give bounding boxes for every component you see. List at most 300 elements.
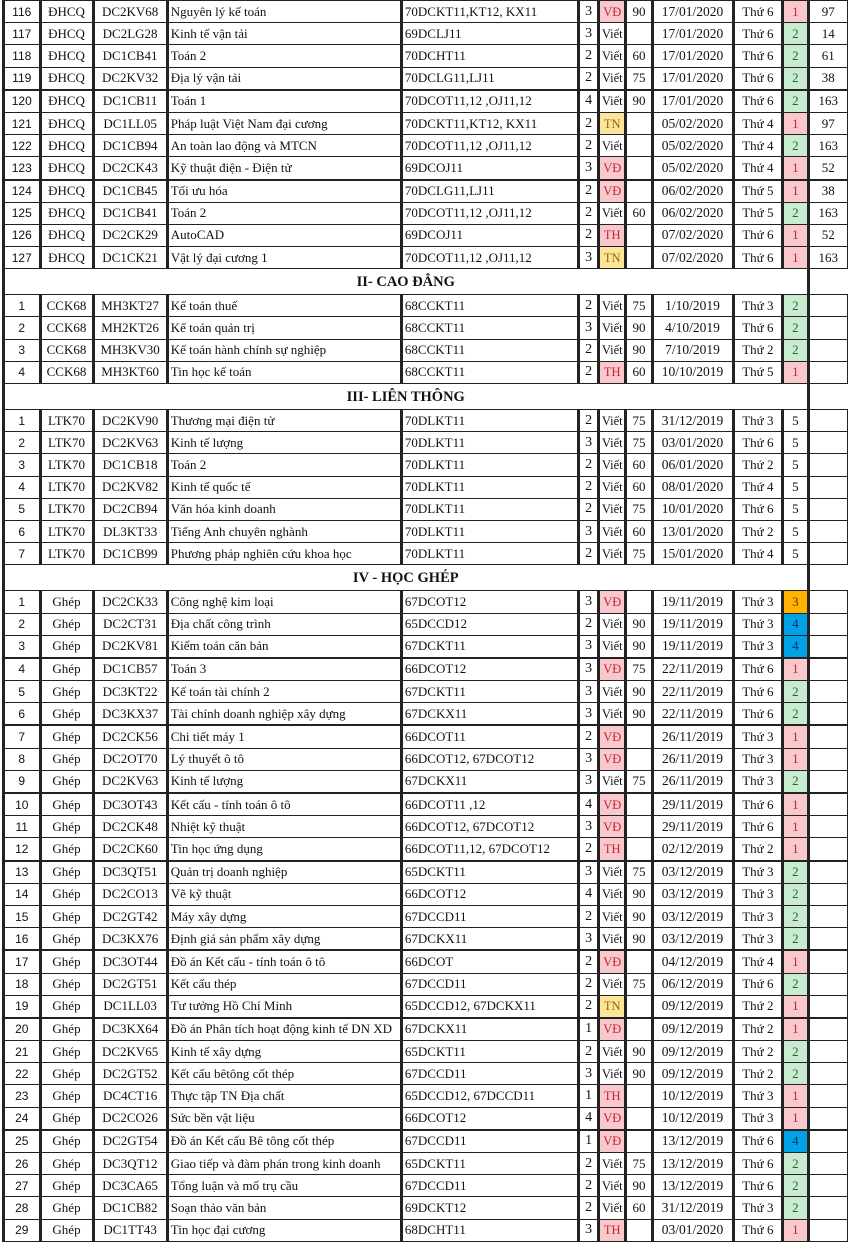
class-type: LTK70 — [40, 476, 93, 498]
course-code: DC2KV82 — [93, 476, 167, 498]
weekday: Thứ 3 — [733, 770, 783, 793]
weekday: Thứ 6 — [733, 1219, 783, 1241]
course-code: DC3QT51 — [93, 861, 167, 884]
table-row — [4, 883, 848, 905]
exam-shift: 2 — [783, 770, 808, 793]
row-number: 1 — [4, 295, 41, 317]
course-code: DC2CK33 — [93, 591, 167, 613]
student-count — [808, 816, 847, 838]
table-row — [4, 1107, 848, 1130]
course-name: Toán 2 — [167, 202, 401, 224]
exam-shift: 1 — [783, 748, 808, 770]
exam-date: 09/12/2019 — [652, 1018, 733, 1041]
course-name: Thực tập TN Địa chất — [167, 1085, 401, 1107]
course-code: DC2LG28 — [93, 23, 167, 45]
empty-cell — [808, 384, 847, 410]
row-number: 2 — [4, 432, 41, 454]
row-number: 125 — [4, 202, 41, 224]
class-type: LTK70 — [40, 520, 93, 542]
weekday: Thứ 3 — [733, 928, 783, 951]
credits: 3 — [579, 770, 599, 793]
table-row — [4, 224, 848, 246]
exam-shift: 2 — [783, 1041, 808, 1063]
row-number: 15 — [4, 905, 41, 927]
exam-shift: 2 — [783, 973, 808, 995]
course-name: Công nghệ kim loại — [167, 591, 401, 613]
student-count — [808, 703, 847, 726]
exam-duration — [626, 816, 652, 838]
class-groups: 65DCCD12 — [401, 613, 578, 635]
exam-format: TH — [599, 361, 626, 383]
exam-duration: 90 — [626, 1041, 652, 1063]
row-number: 3 — [4, 454, 41, 476]
exam-duration — [626, 748, 652, 770]
weekday: Thứ 6 — [733, 1175, 783, 1197]
exam-duration: 75 — [626, 770, 652, 793]
class-groups: 70DCKT11,KT12, KX11 — [401, 1, 578, 23]
exam-shift: 2 — [783, 45, 808, 67]
exam-duration — [626, 224, 652, 246]
weekday: Thứ 4 — [733, 135, 783, 157]
class-type: CCK68 — [40, 339, 93, 361]
exam-duration — [626, 793, 652, 816]
student-count — [808, 410, 847, 432]
weekday: Thứ 6 — [733, 23, 783, 45]
student-count — [808, 591, 847, 613]
weekday: Thứ 6 — [733, 498, 783, 520]
exam-duration — [626, 950, 652, 973]
exam-date: 03/12/2019 — [652, 883, 733, 905]
row-number: 123 — [4, 157, 41, 180]
class-groups: 69DCOJ11 — [401, 157, 578, 180]
exam-format: Viết — [599, 1175, 626, 1197]
exam-duration: 75 — [626, 410, 652, 432]
class-groups: 69DCLJ11 — [401, 23, 578, 45]
class-groups: 67DCCD11 — [401, 973, 578, 995]
student-count — [808, 950, 847, 973]
credits: 2 — [579, 1041, 599, 1063]
course-name: Kiểm toán căn bản — [167, 635, 401, 658]
exam-date: 19/11/2019 — [652, 635, 733, 658]
weekday: Thứ 3 — [733, 861, 783, 884]
credits: 2 — [579, 135, 599, 157]
exam-duration — [626, 1085, 652, 1107]
class-groups: 65DCKT11 — [401, 1153, 578, 1175]
course-code: DC1CB11 — [93, 90, 167, 113]
exam-date: 4/10/2019 — [652, 317, 733, 339]
course-code: DC1CK21 — [93, 247, 167, 269]
exam-date: 10/12/2019 — [652, 1107, 733, 1130]
class-type: ĐHCQ — [40, 180, 93, 203]
row-number: 7 — [4, 725, 41, 748]
credits: 3 — [579, 658, 599, 681]
row-number: 2 — [4, 613, 41, 635]
student-count — [808, 1063, 847, 1085]
table-row — [4, 1018, 848, 1041]
exam-date: 09/12/2019 — [652, 1063, 733, 1085]
class-groups: 69DCOJ11 — [401, 224, 578, 246]
exam-format: Viết — [599, 613, 626, 635]
table-row — [4, 90, 848, 113]
class-groups: 70DCOT11,12 ,OJ11,12 — [401, 135, 578, 157]
exam-format: TH — [599, 1219, 626, 1241]
class-groups: 66DCOT — [401, 950, 578, 973]
course-code: DC1CB99 — [93, 543, 167, 565]
class-type: Ghép — [40, 1130, 93, 1153]
course-code: DC1CB41 — [93, 45, 167, 67]
table-row — [4, 45, 848, 67]
exam-format: Viết — [599, 703, 626, 726]
class-type: ĐHCQ — [40, 112, 93, 134]
course-code: DC1CB94 — [93, 135, 167, 157]
class-type: ĐHCQ — [40, 202, 93, 224]
student-count — [808, 793, 847, 816]
class-type: ĐHCQ — [40, 23, 93, 45]
exam-shift: 5 — [783, 520, 808, 542]
table-row — [4, 658, 848, 681]
table-row — [4, 1130, 848, 1153]
course-name: Kết cấu bêtông cốt thép — [167, 1063, 401, 1085]
course-name: Tin học đại cương — [167, 1219, 401, 1241]
course-code: DC2KV63 — [93, 770, 167, 793]
exam-duration — [626, 247, 652, 269]
exam-duration — [626, 23, 652, 45]
exam-format: Viết — [599, 770, 626, 793]
credits: 2 — [579, 613, 599, 635]
course-code: DC1CB45 — [93, 180, 167, 203]
student-count: 38 — [808, 180, 847, 203]
course-name: Nhiệt kỹ thuật — [167, 816, 401, 838]
class-type: Ghép — [40, 1107, 93, 1130]
class-type: ĐHCQ — [40, 45, 93, 67]
class-type: LTK70 — [40, 498, 93, 520]
credits: 2 — [579, 543, 599, 565]
exam-shift: 1 — [783, 1, 808, 23]
exam-shift: 2 — [783, 861, 808, 884]
student-count: 61 — [808, 45, 847, 67]
exam-date: 26/11/2019 — [652, 770, 733, 793]
row-number: 124 — [4, 180, 41, 203]
exam-duration: 90 — [626, 703, 652, 726]
credits: 3 — [579, 703, 599, 726]
exam-date: 07/02/2020 — [652, 247, 733, 269]
exam-date: 05/02/2020 — [652, 112, 733, 134]
class-groups: 66DCOT11 ,12 — [401, 793, 578, 816]
weekday: Thứ 6 — [733, 247, 783, 269]
exam-date: 17/01/2020 — [652, 45, 733, 67]
exam-format: Viết — [599, 928, 626, 951]
table-row — [4, 973, 848, 995]
row-number: 21 — [4, 1041, 41, 1063]
table-row — [4, 476, 848, 498]
exam-date: 08/01/2020 — [652, 476, 733, 498]
exam-date: 17/01/2020 — [652, 1, 733, 23]
exam-shift: 4 — [783, 1130, 808, 1153]
exam-shift: 2 — [783, 135, 808, 157]
exam-format: TN — [599, 247, 626, 269]
student-count: 52 — [808, 157, 847, 180]
course-name: Địa lý vận tải — [167, 67, 401, 90]
exam-format: Viết — [599, 135, 626, 157]
exam-shift: 1 — [783, 1018, 808, 1041]
weekday: Thứ 3 — [733, 591, 783, 613]
exam-format: Viết — [599, 45, 626, 67]
exam-date: 05/02/2020 — [652, 135, 733, 157]
exam-shift: 5 — [783, 543, 808, 565]
exam-schedule-table — [2, 0, 848, 1242]
exam-duration: 90 — [626, 1, 652, 23]
weekday: Thứ 3 — [733, 295, 783, 317]
exam-date: 19/11/2019 — [652, 613, 733, 635]
table-row — [4, 793, 848, 816]
weekday: Thứ 3 — [733, 1085, 783, 1107]
exam-format: Viết — [599, 67, 626, 90]
weekday: Thứ 2 — [733, 838, 783, 861]
exam-shift: 1 — [783, 838, 808, 861]
class-groups: 70DCOT11,12 ,OJ11,12 — [401, 247, 578, 269]
class-type: LTK70 — [40, 410, 93, 432]
weekday: Thứ 6 — [733, 432, 783, 454]
row-number: 29 — [4, 1219, 41, 1241]
course-code: DC1TT43 — [93, 1219, 167, 1241]
exam-format: TN — [599, 995, 626, 1018]
class-type: Ghép — [40, 816, 93, 838]
credits: 1 — [579, 1130, 599, 1153]
credits: 2 — [579, 180, 599, 203]
course-name: Giao tiếp và đàm phán trong kinh doanh — [167, 1153, 401, 1175]
exam-shift: 1 — [783, 793, 808, 816]
class-type: Ghép — [40, 748, 93, 770]
credits: 4 — [579, 883, 599, 905]
exam-shift: 5 — [783, 476, 808, 498]
course-code: DL3KT33 — [93, 520, 167, 542]
student-count — [808, 770, 847, 793]
exam-date: 22/11/2019 — [652, 658, 733, 681]
row-number: 4 — [4, 361, 41, 383]
course-name: Toán 1 — [167, 90, 401, 113]
exam-shift: 2 — [783, 703, 808, 726]
exam-format: Viết — [599, 454, 626, 476]
student-count: 52 — [808, 224, 847, 246]
credits: 3 — [579, 591, 599, 613]
exam-format: Viết — [599, 23, 626, 45]
course-name: Kinh tế lượng — [167, 770, 401, 793]
course-name: Kinh tế lượng — [167, 432, 401, 454]
table-row — [4, 928, 848, 951]
credits: 1 — [579, 1018, 599, 1041]
weekday: Thứ 4 — [733, 950, 783, 973]
exam-shift: 5 — [783, 498, 808, 520]
table-row — [4, 703, 848, 726]
exam-format: VĐ — [599, 950, 626, 973]
credits: 2 — [579, 45, 599, 67]
credits: 2 — [579, 905, 599, 927]
row-number: 121 — [4, 112, 41, 134]
exam-shift: 1 — [783, 995, 808, 1018]
exam-duration: 60 — [626, 520, 652, 542]
credits: 4 — [579, 1107, 599, 1130]
credits: 2 — [579, 339, 599, 361]
student-count: 163 — [808, 247, 847, 269]
student-count — [808, 995, 847, 1018]
course-code: DC4CT16 — [93, 1085, 167, 1107]
class-groups: 68CCKT11 — [401, 317, 578, 339]
student-count: 163 — [808, 202, 847, 224]
exam-duration — [626, 838, 652, 861]
exam-date: 7/10/2019 — [652, 339, 733, 361]
section-header-row — [4, 565, 848, 591]
exam-date: 03/12/2019 — [652, 928, 733, 951]
student-count — [808, 543, 847, 565]
table-row — [4, 1197, 848, 1219]
weekday: Thứ 3 — [733, 905, 783, 927]
course-code: DC3CA65 — [93, 1175, 167, 1197]
class-type: Ghép — [40, 1175, 93, 1197]
student-count — [808, 520, 847, 542]
credits: 3 — [579, 157, 599, 180]
table-row — [4, 950, 848, 973]
exam-format: Viết — [599, 90, 626, 113]
student-count — [808, 905, 847, 927]
course-code: DC2KV81 — [93, 635, 167, 658]
class-type: Ghép — [40, 793, 93, 816]
row-number: 8 — [4, 748, 41, 770]
class-type: Ghép — [40, 995, 93, 1018]
student-count: 14 — [808, 23, 847, 45]
class-groups: 70DCLG11,LJ11 — [401, 67, 578, 90]
row-number: 5 — [4, 681, 41, 703]
class-type: Ghép — [40, 703, 93, 726]
credits: 2 — [579, 361, 599, 383]
exam-format: Viết — [599, 432, 626, 454]
class-groups: 68CCKT11 — [401, 361, 578, 383]
class-groups: 67DCKX11 — [401, 770, 578, 793]
row-number: 1 — [4, 591, 41, 613]
table-row — [4, 613, 848, 635]
credits: 2 — [579, 1197, 599, 1219]
credits: 2 — [579, 725, 599, 748]
course-name: Soạn thảo văn bản — [167, 1197, 401, 1219]
exam-format: Viết — [599, 1063, 626, 1085]
course-name: Tin học ứng dụng — [167, 838, 401, 861]
weekday: Thứ 5 — [733, 202, 783, 224]
exam-date: 19/11/2019 — [652, 591, 733, 613]
student-count — [808, 1107, 847, 1130]
course-name: Đồ án Kết cấu Bê tông cốt thép — [167, 1130, 401, 1153]
exam-shift: 2 — [783, 339, 808, 361]
class-type: LTK70 — [40, 454, 93, 476]
exam-duration: 75 — [626, 973, 652, 995]
weekday: Thứ 3 — [733, 613, 783, 635]
student-count — [808, 861, 847, 884]
weekday: Thứ 2 — [733, 995, 783, 1018]
exam-format: VĐ — [599, 1, 626, 23]
exam-shift: 2 — [783, 317, 808, 339]
class-groups: 70DLKT11 — [401, 432, 578, 454]
section-title: III- LIÊN THÔNG — [4, 384, 809, 410]
exam-duration — [626, 725, 652, 748]
exam-format: VĐ — [599, 658, 626, 681]
credits: 2 — [579, 295, 599, 317]
course-code: DC1CB41 — [93, 202, 167, 224]
exam-date: 13/12/2019 — [652, 1130, 733, 1153]
exam-format: TH — [599, 1085, 626, 1107]
course-name: Pháp luật Việt Nam đại cương — [167, 112, 401, 134]
exam-duration — [626, 112, 652, 134]
credits: 2 — [579, 112, 599, 134]
exam-format: VĐ — [599, 1107, 626, 1130]
course-code: DC3KT22 — [93, 681, 167, 703]
table-row — [4, 1085, 848, 1107]
exam-shift: 1 — [783, 658, 808, 681]
course-code: DC2CK56 — [93, 725, 167, 748]
class-groups: 67DCCD11 — [401, 905, 578, 927]
exam-duration: 90 — [626, 317, 652, 339]
section-title: II- CAO ĐẲNG — [4, 269, 809, 295]
exam-shift: 1 — [783, 224, 808, 246]
class-type: LTK70 — [40, 543, 93, 565]
exam-duration — [626, 995, 652, 1018]
student-count — [808, 1085, 847, 1107]
credits: 3 — [579, 681, 599, 703]
class-type: CCK68 — [40, 317, 93, 339]
table-row — [4, 1175, 848, 1197]
table-row — [4, 361, 848, 383]
row-number: 3 — [4, 339, 41, 361]
exam-date: 13/12/2019 — [652, 1175, 733, 1197]
exam-duration: 75 — [626, 498, 652, 520]
exam-date: 05/02/2020 — [652, 157, 733, 180]
course-code: DC3QT12 — [93, 1153, 167, 1175]
class-groups: 66DCOT11,12, 67DCOT12 — [401, 838, 578, 861]
weekday: Thứ 4 — [733, 543, 783, 565]
class-groups: 70DCLG11,LJ11 — [401, 180, 578, 203]
class-groups: 66DCOT12, 67DCOT12 — [401, 816, 578, 838]
student-count — [808, 295, 847, 317]
exam-duration: 90 — [626, 883, 652, 905]
course-name: Vật lý đại cương 1 — [167, 247, 401, 269]
class-groups: 66DCOT11 — [401, 725, 578, 748]
class-groups: 70DCHT11 — [401, 45, 578, 67]
course-name: Tài chính doanh nghiệp xây dựng — [167, 703, 401, 726]
table-row — [4, 838, 848, 861]
class-type: CCK68 — [40, 295, 93, 317]
row-number: 126 — [4, 224, 41, 246]
row-number: 7 — [4, 543, 41, 565]
exam-format: Viết — [599, 543, 626, 565]
student-count — [808, 1018, 847, 1041]
exam-date: 10/01/2020 — [652, 498, 733, 520]
course-code: DC2CK43 — [93, 157, 167, 180]
exam-format: VĐ — [599, 748, 626, 770]
student-count — [808, 725, 847, 748]
class-type: Ghép — [40, 1219, 93, 1241]
exam-format: Viết — [599, 202, 626, 224]
course-name: Kết cấu - tính toán ô tô — [167, 793, 401, 816]
exam-date: 04/12/2019 — [652, 950, 733, 973]
class-type: Ghép — [40, 905, 93, 927]
class-groups: 67DCKX11 — [401, 1018, 578, 1041]
exam-shift: 1 — [783, 180, 808, 203]
course-code: DC1CB57 — [93, 658, 167, 681]
exam-date: 02/12/2019 — [652, 838, 733, 861]
weekday: Thứ 3 — [733, 1197, 783, 1219]
exam-shift: 1 — [783, 1085, 808, 1107]
credits: 2 — [579, 973, 599, 995]
credits: 1 — [579, 1085, 599, 1107]
table-row — [4, 1219, 848, 1241]
table-row — [4, 995, 848, 1018]
